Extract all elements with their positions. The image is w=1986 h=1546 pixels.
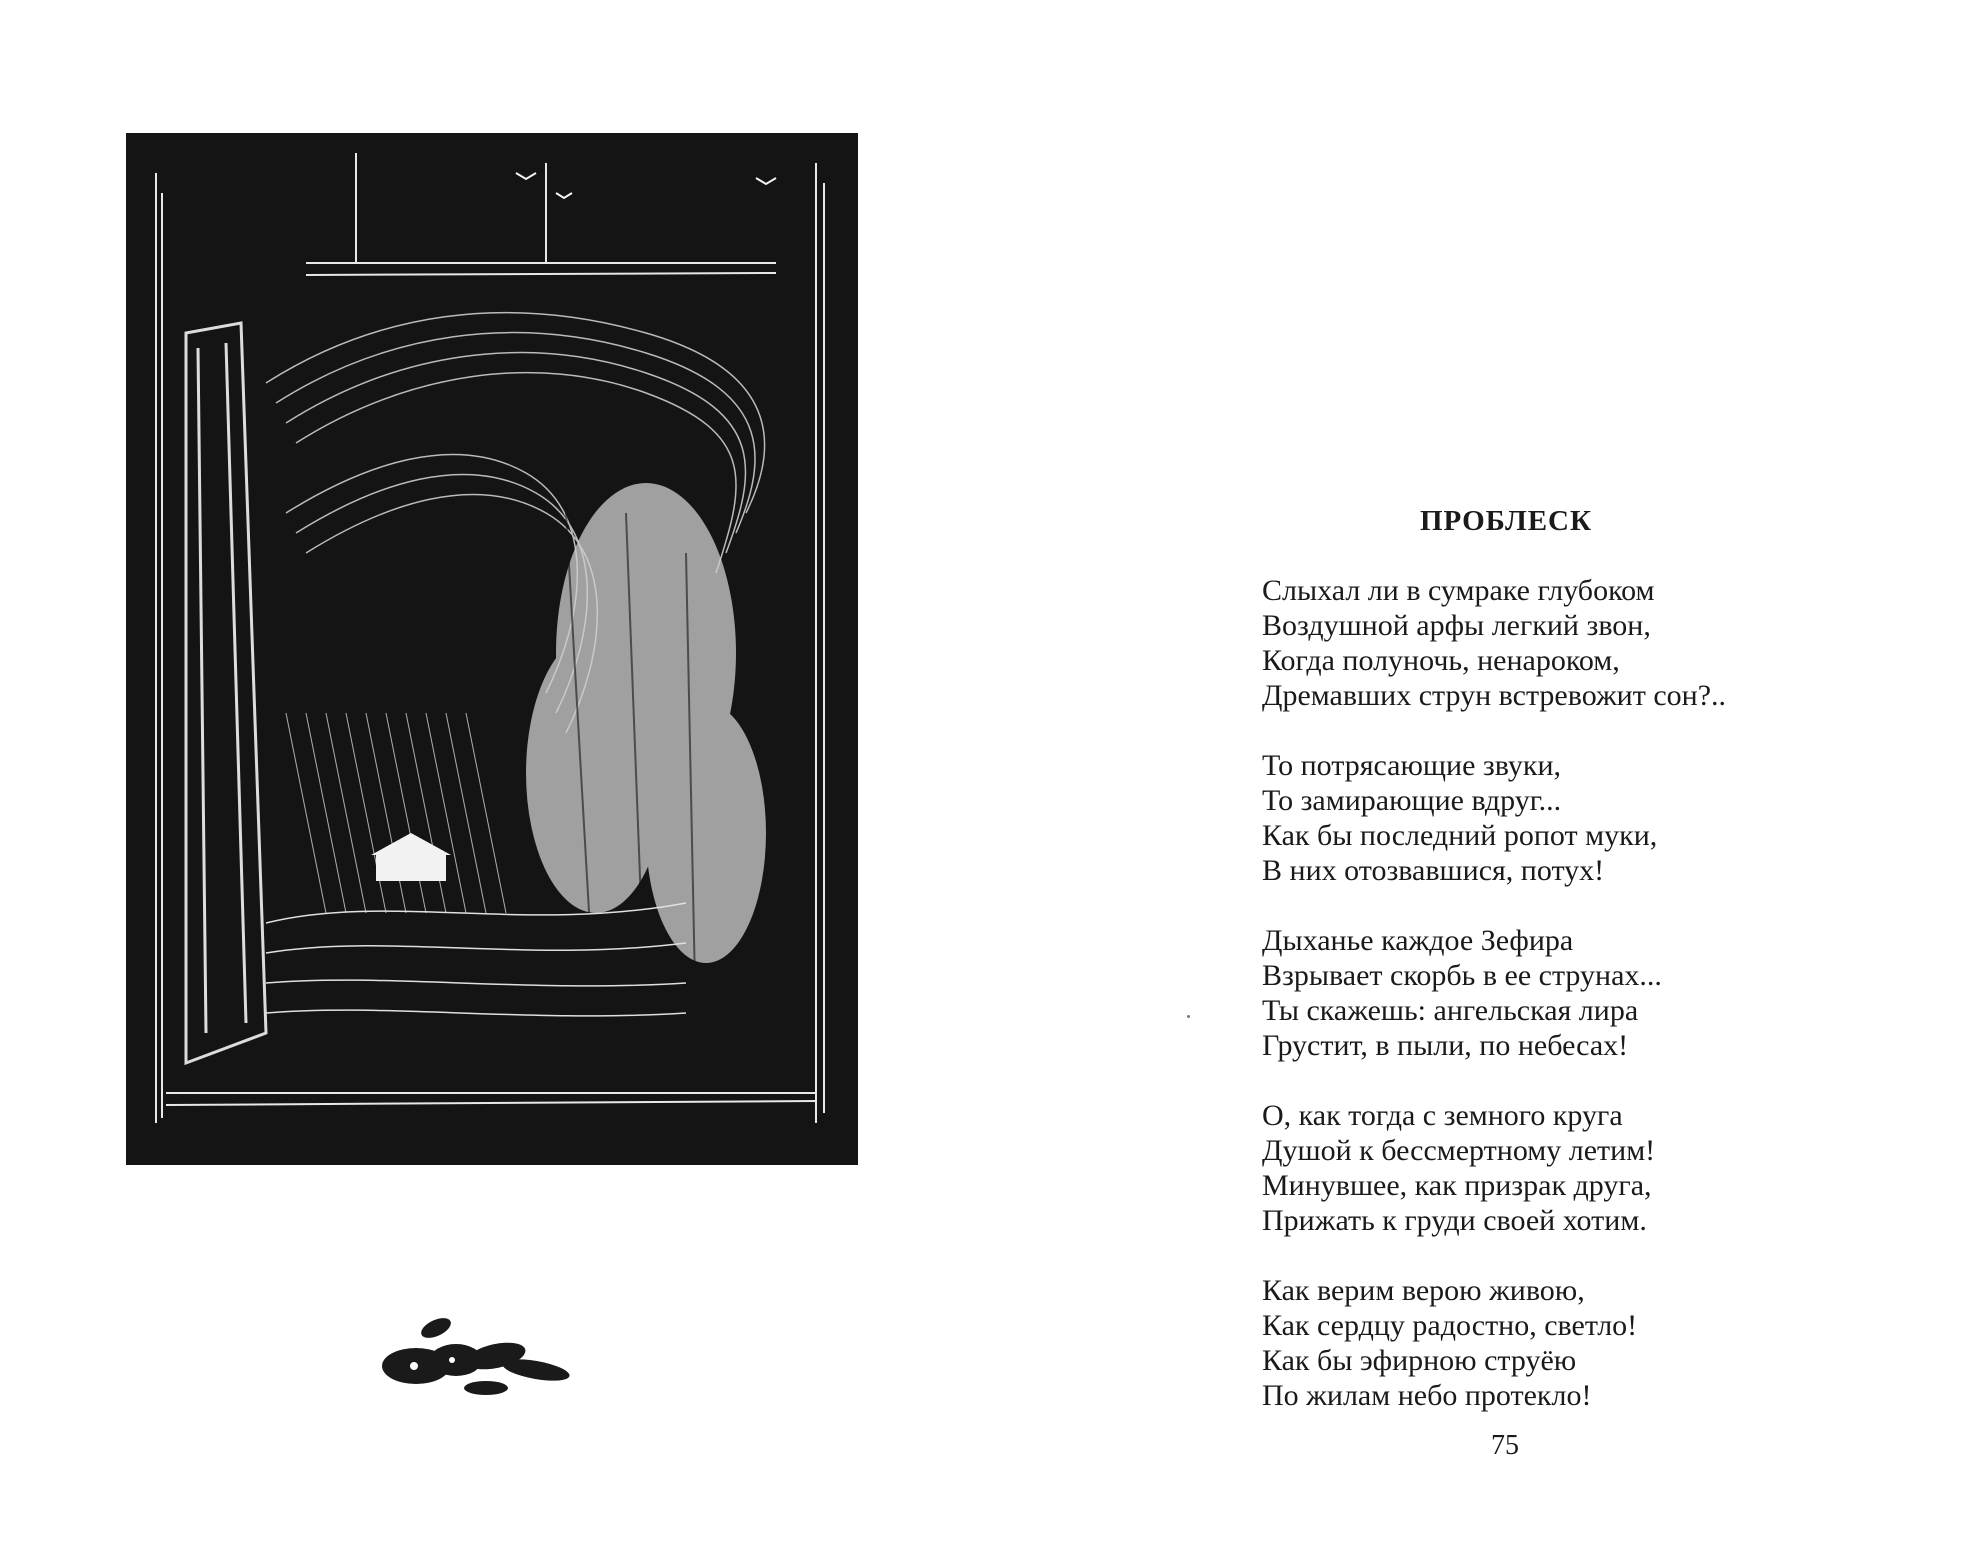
- verse-line: По жилам небо протекло!: [1262, 1379, 1592, 1412]
- verse-line: Ты скажешь: ангельская лира: [1262, 994, 1639, 1027]
- verse-line: Слыхал ли в сумраке глубоком: [1262, 574, 1655, 607]
- poem-title: ПРОБЛЕСК: [1420, 505, 1593, 537]
- engraving-artwork: [126, 133, 858, 1165]
- floral-ornament-art: [376, 1308, 580, 1404]
- verse-line: Дыханье каждое Зефира: [1262, 924, 1574, 957]
- page-number: 75: [1491, 1430, 1519, 1461]
- verse-line: Как бы последний ропот муки,: [1262, 819, 1658, 852]
- verse-line: Как сердцу радостно, светло!: [1262, 1309, 1638, 1342]
- verse-line: Минувшее, как призрак друга,: [1262, 1169, 1652, 1202]
- verse-line: В них отозвавшися, потух!: [1262, 854, 1605, 887]
- verse-line: Прижать к груди своей хотим.: [1262, 1204, 1647, 1237]
- verse-line: О, как тогда с земного круга: [1262, 1099, 1623, 1132]
- stanza-3: [1262, 923, 1822, 1063]
- stanza-5: [1262, 1273, 1822, 1413]
- stanza-4: [1262, 1098, 1822, 1238]
- verse-line: Дремавших струн встревожит сон?..: [1262, 679, 1727, 712]
- verse-line: Взрывает скорбь в ее струнах...: [1262, 959, 1662, 992]
- stanza-1: [1262, 573, 1822, 713]
- stanza-2: [1262, 748, 1822, 888]
- verse-line: То потрясающие звуки,: [1262, 749, 1562, 782]
- verse-line: То замирающие вдруг...: [1262, 784, 1562, 817]
- verse-line: Грустит, в пыли, по небесах!: [1262, 1029, 1629, 1062]
- verse-line: Когда полуночь, ненароком,: [1262, 644, 1620, 677]
- verse-line: Воздушной арфы легкий звон,: [1262, 609, 1651, 642]
- floral-ornament: [376, 1308, 580, 1404]
- engraving-illustration: [126, 133, 858, 1165]
- verse-line: Как бы эфирною струёю: [1262, 1344, 1577, 1377]
- print-speck: [1187, 1015, 1190, 1018]
- verse-line: Как верим верою живою,: [1262, 1274, 1585, 1307]
- verse-line: Душой к бессмертному летим!: [1262, 1134, 1656, 1167]
